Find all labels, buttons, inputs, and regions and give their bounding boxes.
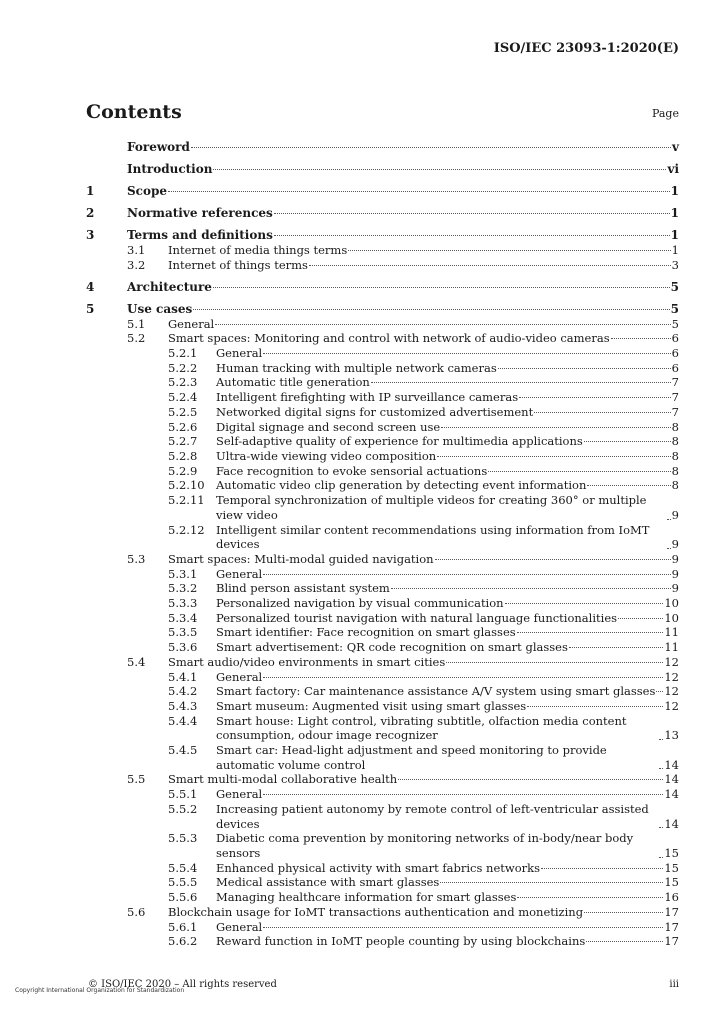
toc-entry-page: 12 — [664, 684, 679, 699]
toc-entry-title: Personalized navigation by visual communication — [216, 596, 504, 611]
toc-dot-leader — [263, 927, 663, 928]
toc-entry[interactable] — [86, 243, 679, 258]
toc-dot-leader — [398, 779, 663, 780]
toc-entry-number: 5.5.4 — [168, 860, 198, 875]
toc-entry-page: 14 — [664, 772, 679, 787]
toc-entry-number: 5.4.4 — [168, 713, 198, 728]
footer-page-number: iii — [669, 979, 679, 990]
toc-entry-page: 16 — [664, 890, 679, 905]
toc-dot-leader — [168, 191, 670, 192]
toc-entry-title: Introduction — [127, 162, 213, 177]
toc-entry-number: 5.5.1 — [168, 787, 198, 802]
toc-entry-page: 13 — [664, 728, 679, 743]
toc-dot-leader — [488, 471, 670, 472]
toc-entry-number: 5.3.5 — [168, 625, 198, 640]
toc-entry[interactable] — [86, 317, 679, 332]
toc-entry-title: Smart factory: Car maintenance assistance A/V system using smart glasses — [216, 684, 656, 699]
toc-dot-leader — [215, 324, 670, 325]
toc-entry-page: 5 — [670, 279, 679, 294]
toc-entry-page: 17 — [664, 919, 679, 934]
toc-entry[interactable] — [86, 390, 679, 405]
toc-entry-page: 5 — [670, 301, 679, 316]
toc-dot-leader — [263, 353, 670, 354]
toc-entry-page: 9 — [671, 537, 679, 552]
toc-entry-number: 5.2.9 — [168, 463, 198, 478]
toc-entry-page: 11 — [664, 625, 679, 640]
toc-entry[interactable] — [86, 258, 679, 273]
toc-entry-title: Personalized tourist navigation with natural language functionalities — [216, 610, 618, 625]
toc-entry-page: 1 — [670, 206, 679, 221]
toc-entry-number: 5.2 — [127, 331, 146, 346]
toc-dot-leader — [263, 677, 663, 678]
toc-dot-leader — [213, 169, 666, 170]
contents-heading: Contents — [86, 101, 182, 123]
toc-entry-title: Scope — [127, 184, 168, 199]
toc-entry-title: Digital signage and second screen use — [216, 419, 441, 434]
toc-entry-title: Intelligent firefighting with IP surveillance cameras — [216, 390, 519, 405]
toc-entry-page: 7 — [671, 390, 679, 405]
toc-dot-leader — [505, 603, 664, 604]
toc-entry-title: General — [216, 787, 263, 802]
toc-entry-page: 12 — [664, 669, 679, 684]
toc-entry-number: 5.2.11 — [168, 493, 205, 508]
toc-entry-number: 5.2.1 — [168, 346, 198, 361]
toc-entry-page: 12 — [664, 698, 679, 713]
toc-entry-title: Automatic title generation — [216, 375, 370, 390]
toc-entry-page: 8 — [671, 478, 679, 493]
toc-dot-leader — [348, 250, 670, 251]
toc-dot-leader — [391, 588, 671, 589]
toc-entry-title: Increasing patient autonomy by remote control of left-ventricular assisted devices — [216, 801, 649, 831]
toc-dot-leader — [659, 827, 663, 828]
toc-entry-number: 3 — [86, 228, 95, 243]
toc-entry[interactable] — [86, 331, 679, 346]
toc-entry-number: 5.3.3 — [168, 596, 198, 611]
toc-entry-title: Smart multi-modal collaborative health — [168, 772, 398, 787]
toc-entry[interactable] — [86, 434, 679, 449]
toc-dot-leader — [498, 368, 671, 369]
toc-dot-leader — [541, 868, 663, 869]
toc-entry-title: Architecture — [127, 279, 212, 294]
toc-entry-number: 5.5.6 — [168, 890, 198, 905]
toc-entry-number: 5.3.2 — [168, 581, 198, 596]
page-column-label: Page — [651, 107, 679, 120]
toc-entry-page: 8 — [671, 449, 679, 463]
toc-entry-title: Human tracking with multiple network cameras — [216, 360, 497, 375]
toc-entry-title: General — [216, 346, 263, 361]
toc-entry-number: 5.4.3 — [168, 698, 198, 713]
toc-entry-number: 5.2.4 — [168, 390, 198, 405]
toc-dot-leader — [213, 287, 670, 288]
toc-entry-number: 3.1 — [127, 243, 146, 258]
toc-entry[interactable] — [86, 670, 679, 685]
toc-entry-page: 15 — [664, 875, 679, 890]
toc-entry-number: 5.2.10 — [168, 478, 205, 493]
toc-entry-page: 3 — [671, 257, 679, 272]
toc-dot-leader — [659, 857, 663, 858]
toc-entry[interactable] — [86, 464, 679, 479]
toc-entry[interactable] — [86, 787, 679, 802]
toc-entry-title: Foreword — [127, 140, 190, 154]
toc-entry-title: Self-adaptive quality of experience for multimedia applications — [216, 434, 583, 449]
toc-dot-leader — [618, 618, 663, 619]
toc-entry-number: 5.4 — [127, 654, 146, 669]
toc-entry[interactable] — [86, 449, 679, 464]
toc-entry-page: vi — [667, 162, 679, 177]
toc-dot-leader — [441, 427, 670, 428]
toc-entry[interactable] — [86, 875, 679, 890]
toc-entry-number: 5.4.1 — [168, 669, 198, 684]
toc-entry[interactable] — [86, 405, 679, 420]
toc-entry[interactable] — [86, 493, 679, 522]
toc-dot-leader — [191, 147, 671, 148]
toc-dot-leader — [584, 912, 663, 913]
toc-entry[interactable] — [86, 596, 679, 611]
toc-entry-title: Smart car: Head-light adjustment and speed monitoring to provide automatic volume control — [216, 743, 607, 772]
toc-dot-leader — [569, 647, 663, 648]
toc-entry-title: Normative references — [127, 206, 273, 221]
toc-entry[interactable] — [86, 184, 679, 199]
toc-dot-leader — [519, 397, 671, 398]
toc-entry-title: Medical assistance with smart glasses — [216, 875, 440, 890]
toc-entry-title: Ultra-wide viewing video composition — [216, 449, 437, 463]
toc-entry-page: 10 — [664, 610, 679, 625]
toc-entry[interactable] — [86, 890, 679, 905]
toc-entry-title: Smart identifier: Face recognition on smart glasses — [216, 625, 516, 640]
toc-entry-title: Internet of things terms — [168, 257, 308, 272]
toc-entry[interactable] — [86, 346, 679, 361]
toc-entry-title: Diabetic coma prevention by monitoring networks of in-body/near body sensors — [216, 831, 634, 860]
toc-dot-leader — [309, 265, 671, 266]
toc-entry-page: 14 — [664, 757, 679, 772]
toc-entry[interactable] — [86, 699, 679, 714]
toc-dot-leader — [586, 941, 663, 942]
toc-dot-leader — [263, 574, 670, 575]
toc-dot-leader — [440, 882, 663, 883]
toc-entry-page: 9 — [671, 507, 679, 522]
toc-entry-page: 1 — [670, 184, 679, 199]
toc-entry-page: 9 — [671, 581, 679, 596]
toc-entry-page: 7 — [671, 375, 679, 390]
toc-entry-page: v — [672, 140, 679, 154]
toc-dot-leader — [659, 739, 663, 740]
toc-dot-leader — [656, 691, 663, 692]
toc-entry-title: Blind person assistant system — [216, 581, 390, 596]
toc-entry[interactable] — [86, 567, 679, 582]
toc-entry-title: Smart audio/video environments in smart cities — [168, 654, 446, 669]
toc-entry-title: Smart house: Light control, vibrating subtitle, olfaction media content consumption, odour image recognizer — [216, 713, 627, 743]
toc-entry-number: 5.4.2 — [168, 684, 198, 699]
toc-entry-title: Face recognition to evoke sensorial actuations — [216, 463, 488, 478]
toc-entry-number: 2 — [86, 206, 95, 221]
toc-entry-number: 5.6 — [127, 904, 146, 919]
toc-entry-title: Smart advertisement: QR code recognition on smart glasses — [216, 640, 568, 655]
toc-entry[interactable] — [86, 920, 679, 935]
toc-entry-number: 5.6.2 — [168, 934, 198, 949]
toc-entry-title: Temporal synchronization of multiple videos for creating 360° or multiple view video — [216, 493, 647, 522]
toc-entry-number: 5.2.3 — [168, 375, 198, 390]
toc-entry-page: 17 — [664, 934, 679, 949]
toc-entry-number: 5.6.1 — [168, 919, 198, 934]
toc-dot-leader — [274, 213, 670, 214]
toc-entry-page: 6 — [671, 331, 679, 346]
toc-dot-leader — [611, 338, 671, 339]
toc-entry-page: 15 — [664, 860, 679, 875]
toc-entry-number: 5.3.4 — [168, 610, 198, 625]
toc-entry-title: Reward function in IoMT people counting by using blockchains — [216, 934, 586, 949]
toc-entry-title: Internet of media things terms — [168, 243, 348, 258]
toc-entry-title: Blockchain usage for IoMT transactions authentication and monetizing — [168, 904, 584, 919]
toc-entry-title: Networked digital signs for customized advertisement — [216, 404, 534, 419]
toc-entry[interactable] — [86, 625, 679, 640]
toc-entry-page: 12 — [664, 654, 679, 669]
toc-entry[interactable] — [86, 206, 679, 221]
toc-entry-page: 15 — [664, 845, 679, 860]
toc-entry[interactable] — [86, 714, 679, 743]
toc-entry-title: Use cases — [127, 301, 193, 316]
toc-dot-leader — [667, 548, 671, 549]
toc-entry-page: 14 — [664, 787, 679, 802]
toc-entry[interactable] — [86, 420, 679, 435]
toc-entry[interactable] — [86, 640, 679, 655]
toc-dot-leader — [667, 519, 671, 520]
toc-entry[interactable] — [86, 361, 679, 376]
toc-entry-page: 7 — [671, 404, 679, 419]
toc-entry[interactable] — [86, 228, 679, 243]
toc-entry-number: 5.3.6 — [168, 640, 198, 655]
toc-entry-number: 5.5.5 — [168, 875, 198, 890]
toc-entry-number: 5.2.6 — [168, 419, 198, 434]
toc-entry-page: 6 — [671, 346, 679, 361]
toc-entry-title: Smart spaces: Multi-modal guided navigation — [168, 551, 434, 566]
toc-entry-number: 5.2.8 — [168, 449, 198, 463]
toc-entry[interactable] — [86, 581, 679, 596]
toc-entry-number: 5.5 — [127, 772, 146, 787]
toc-entry-number: 4 — [86, 279, 95, 294]
toc-entry[interactable] — [86, 905, 679, 920]
toc-entry-page: 17 — [664, 904, 679, 919]
toc-entry[interactable] — [86, 934, 679, 949]
table-of-contents — [86, 140, 679, 949]
footer-copyright: © ISO/IEC 2020 – All rights reserved — [88, 979, 277, 990]
toc-dot-leader — [527, 706, 663, 707]
toc-entry[interactable] — [86, 655, 679, 670]
toc-entry[interactable] — [86, 523, 679, 552]
toc-entry[interactable] — [86, 772, 679, 787]
toc-entry-title: Enhanced physical activity with smart fabrics networks — [216, 860, 541, 875]
toc-entry-number: 5.2.12 — [168, 522, 205, 537]
toc-entry-page: 10 — [664, 596, 679, 611]
toc-entry-page: 11 — [664, 640, 679, 655]
toc-dot-leader — [584, 441, 671, 442]
toc-entry[interactable] — [86, 552, 679, 567]
toc-dot-leader — [517, 897, 663, 898]
toc-entry-number: 5.2.2 — [168, 360, 198, 375]
toc-entry-title: Smart spaces: Monitoring and control with network of audio-video cameras — [168, 331, 610, 346]
toc-dot-leader — [371, 382, 671, 383]
document-id: ISO/IEC 23093-1:2020(E) — [493, 41, 679, 56]
toc-entry-title: Intelligent similar content recommendations using information from IoMT devices — [216, 522, 650, 552]
toc-dot-leader — [659, 768, 663, 769]
toc-dot-leader — [437, 456, 670, 457]
toc-entry-number: 5 — [86, 301, 95, 316]
toc-entry-number: 5.2.7 — [168, 434, 198, 449]
toc-entry-number: 5.3.1 — [168, 566, 198, 581]
toc-entry[interactable] — [86, 302, 679, 317]
toc-entry-number: 5.3 — [127, 551, 146, 566]
toc-entry[interactable] — [86, 280, 679, 295]
toc-entry-page: 6 — [671, 360, 679, 375]
toc-entry[interactable] — [86, 802, 679, 831]
toc-entry-page: 8 — [671, 463, 679, 478]
toc-entry-number: 3.2 — [127, 257, 146, 272]
toc-entry-page: 8 — [671, 419, 679, 434]
toc-entry-title: General — [216, 669, 263, 684]
toc-entry-page: 9 — [671, 566, 679, 581]
toc-entry-title: Terms and definitions — [127, 228, 273, 243]
copyright-watermark: Copyright International Organization for Standardization — [15, 987, 185, 994]
toc-entry-page: 14 — [664, 816, 679, 831]
toc-entry[interactable] — [86, 478, 679, 493]
toc-dot-leader — [587, 485, 670, 486]
toc-entry-page: 9 — [671, 551, 679, 566]
toc-entry[interactable] — [86, 861, 679, 876]
toc-entry-page: 1 — [670, 228, 679, 243]
toc-entry-title: General — [168, 316, 215, 331]
toc-dot-leader — [517, 632, 664, 633]
toc-entry[interactable] — [86, 684, 679, 699]
toc-dot-leader — [274, 235, 670, 236]
toc-dot-leader — [446, 662, 663, 663]
toc-dot-leader — [435, 559, 671, 560]
toc-entry[interactable] — [86, 375, 679, 390]
toc-entry-title: General — [216, 566, 263, 581]
toc-dot-leader — [263, 794, 663, 795]
toc-entry[interactable] — [86, 162, 679, 177]
toc-entry-number: 5.1 — [127, 316, 146, 331]
toc-dot-leader — [534, 412, 670, 413]
toc-entry[interactable] — [86, 743, 679, 772]
toc-entry-page: 5 — [671, 316, 679, 331]
toc-entry-page: 1 — [671, 243, 679, 258]
toc-entry[interactable] — [86, 140, 679, 155]
toc-entry-title: Automatic video clip generation by detecting event information — [216, 478, 587, 493]
toc-entry[interactable] — [86, 831, 679, 860]
toc-entry-number: 5.5.2 — [168, 801, 198, 816]
toc-entry-title: General — [216, 919, 263, 934]
toc-entry-number: 5.2.5 — [168, 404, 198, 419]
toc-entry-number: 5.5.3 — [168, 831, 198, 846]
toc-entry-title: Managing healthcare information for smart glasses — [216, 890, 517, 905]
toc-entry-page: 8 — [671, 434, 679, 449]
toc-entry-title: Smart museum: Augmented visit using smart glasses — [216, 698, 527, 713]
toc-entry-number: 1 — [86, 184, 95, 199]
toc-dot-leader — [193, 309, 669, 310]
toc-entry[interactable] — [86, 611, 679, 626]
toc-entry-number: 5.4.5 — [168, 743, 198, 758]
